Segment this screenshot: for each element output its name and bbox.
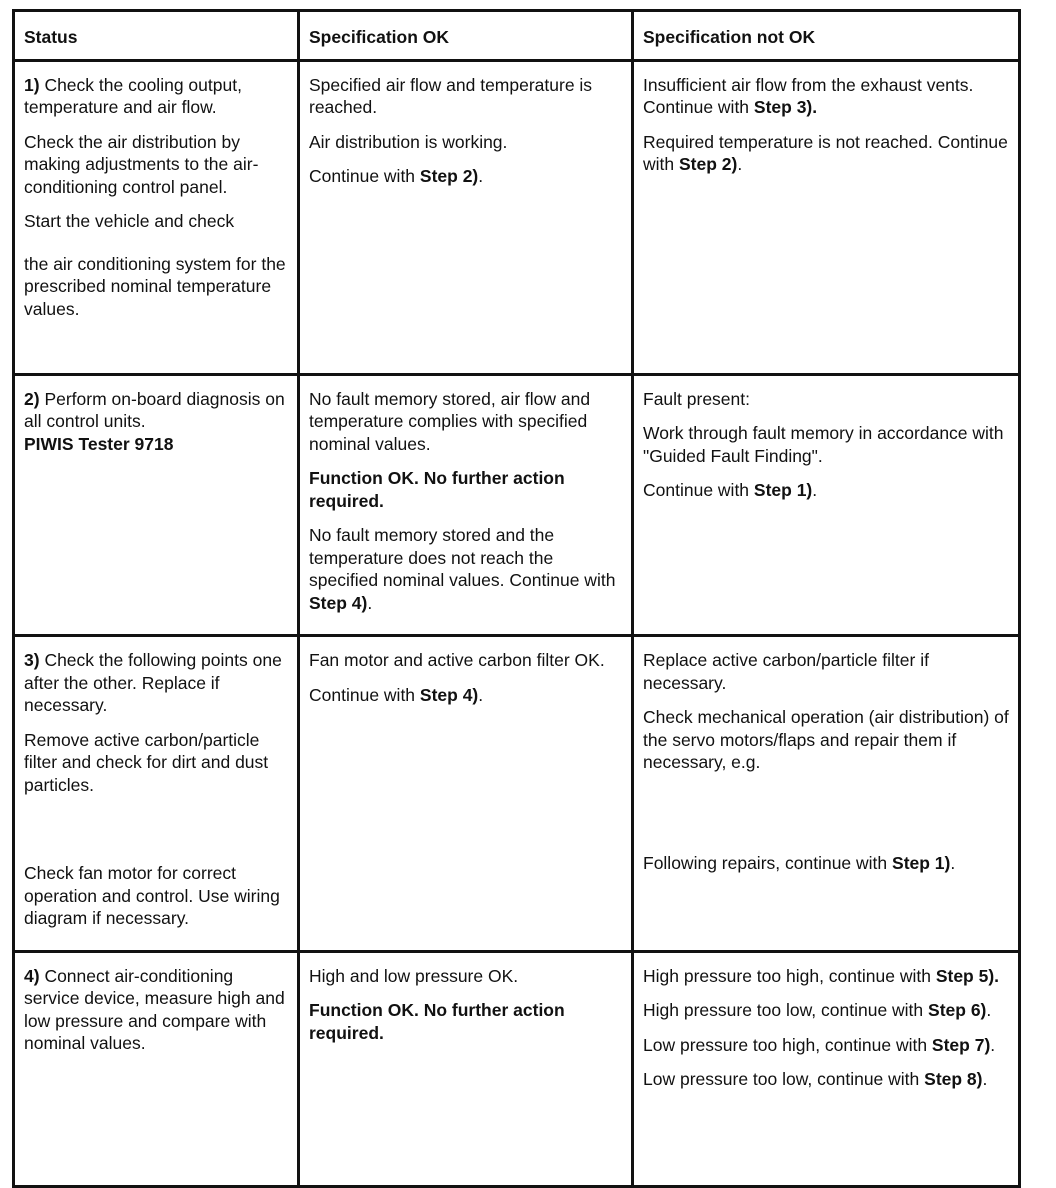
step-number: 2) (24, 388, 40, 409)
step-3-row (14, 636, 1020, 952)
step-2-spec-ok: No fault memory stored, air flow and temperature complies with specified nominal values. Function OK. No further action required. No fault memory stored and the temperature does not reach the specified nominal values. Continue with Step 4). (299, 374, 633, 636)
step-reference: Step 8) (924, 1069, 983, 1089)
step-reference: Step 1) (753, 480, 813, 500)
step-reference: Step 5). (935, 965, 1000, 986)
step-reference: Step 3). (753, 97, 818, 117)
header-row (14, 11, 1020, 61)
step-4-status: 4) Connect air-conditioning service device, measure high and low pressure and compare with nominal values. (14, 951, 299, 1186)
step-1-spec-ok: Specified air flow and temperature is reached. Air distribution is working. Continue with Step 2). (299, 60, 633, 374)
step-reference: Step 1) (892, 852, 951, 873)
step-1-spec-not-ok: Insufficient air flow from the exhaust vents. Continue with Step 3). Required temperature is not reached. Continue with Step 2). (633, 60, 1020, 374)
step-4-row (14, 951, 1020, 1186)
step-2-row (14, 374, 1020, 636)
step-number: 4) (24, 965, 40, 986)
step-number: 3) (24, 650, 40, 670)
step-reference: Step 4) (419, 684, 479, 705)
step-2-status: 2) Perform on-board diagnosis on all control units. PIWIS Tester 9718 (14, 374, 299, 636)
header-spec-not-ok: Specification not OK (633, 11, 1020, 61)
step-2-spec-not-ok: Fault present: Work through fault memory in accordance with "Guided Fault Finding". Continue with Step 1). (633, 374, 1020, 636)
step-1-status: 1) Check the cooling output, temperature and air flow. Check the air distribution by making adjustments to the air-conditioning control panel. Start the vehicle and check the air conditioning system for the prescribed nominal temperature values. (14, 60, 299, 374)
step-4-spec-not-ok: High pressure too high, continue with Step 5). High pressure too low, continue with Step 6). Low pressure too high, continue with Step 7). Low pressure too low, continue with Step 8). (633, 951, 1020, 1186)
step-reference: Step 6) (928, 1000, 987, 1020)
header-status: Status (14, 11, 299, 61)
diagnosis-table (12, 9, 1021, 1188)
step-3-spec-not-ok: Replace active carbon/particle filter if necessary. Check mechanical operation (air distribution) of the servo motors/flaps and repair them if necessary, e.g. Following repairs, continue with Step 1). (633, 636, 1020, 952)
step-reference: Step 2) (419, 166, 479, 186)
step-reference: Step 2) (678, 154, 738, 174)
step-3-spec-ok: Fan motor and active carbon filter OK. Continue with Step 4). (299, 636, 633, 952)
step-reference: Step 4) (309, 592, 368, 613)
step-3-status: 3) Check the following points one after the other. Replace if necessary. Remove active carbon/particle filter and check for dirt and dust particles. Check fan motor for correct operation and control. Use wiring diagram if necessary. (14, 636, 299, 952)
step-reference: Step 7) (931, 1034, 991, 1055)
header-spec-ok: Specification OK (299, 11, 633, 61)
step-number: 1) (24, 74, 40, 95)
step-1-row (14, 60, 1020, 374)
step-4-spec-ok: High and low pressure OK. Function OK. No further action required. (299, 951, 633, 1186)
tool-name: PIWIS Tester 9718 (24, 433, 174, 454)
